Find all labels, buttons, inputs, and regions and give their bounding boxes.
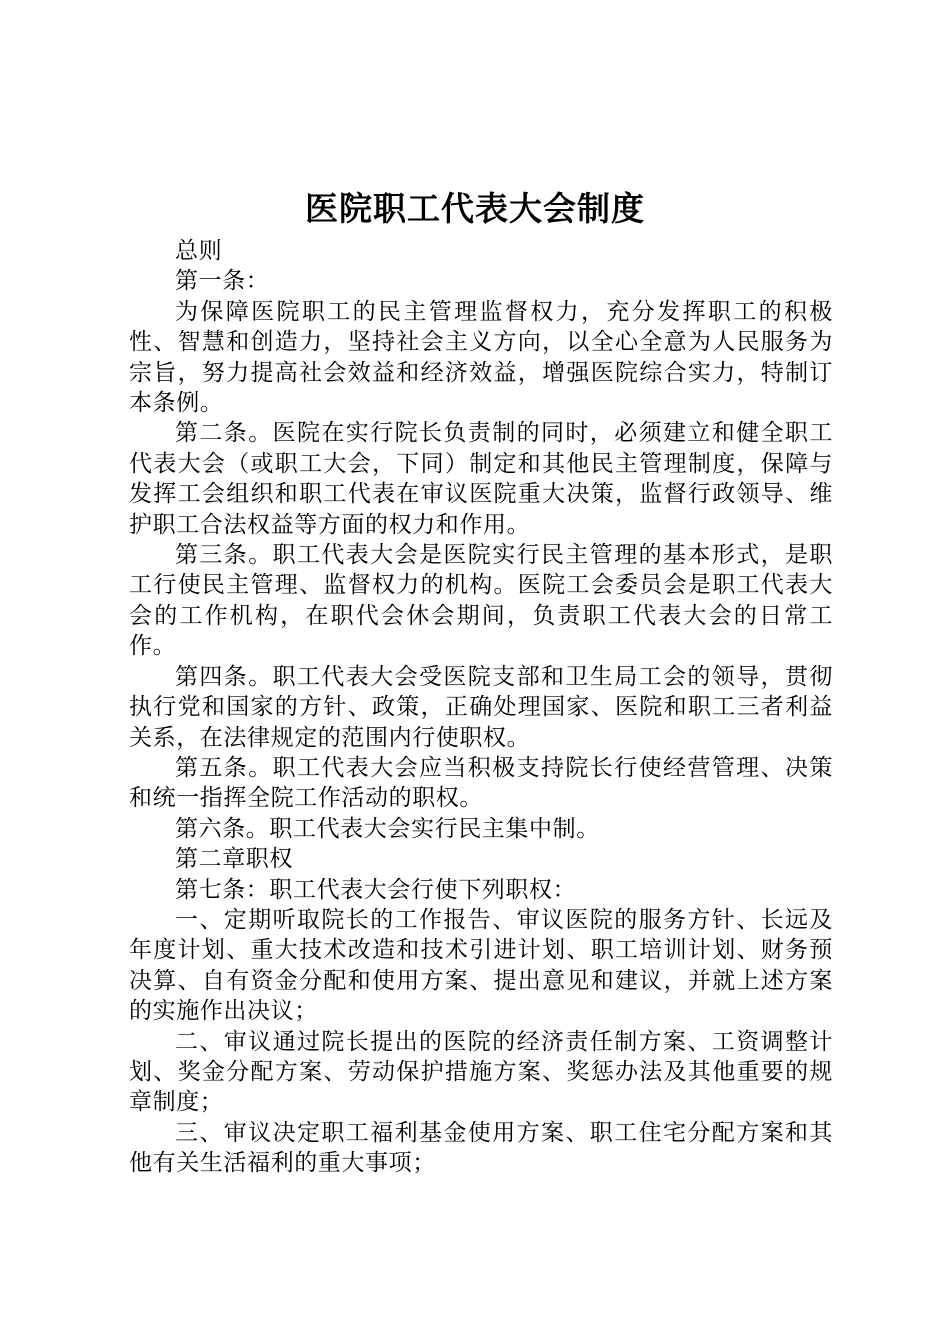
section-heading-general: 总则 (175, 238, 223, 264)
article-7-heading: 第七条：职工代表大会行使下列职权： (175, 876, 577, 903)
article-7-item-3: 三、审议决定职工福利基金使用方案、职工住宅分配方案和其他有关生活福利的重大事项； (129, 1119, 833, 1177)
article-3-text: 第三条。职工代表大会是医院实行民主管理的基本形式，是职工行使民主管理、监督权力的机构。医院工会委员会是职工代表大会的工作机构，在职代会休会期间，负责职工代表大会的日常工作。 (129, 542, 833, 660)
article-5-text: 第五条。职工代表大会应当积极支持院长行使经营管理、决策和统一指挥全院工作活动的职权。 (129, 754, 833, 812)
document-body (129, 236, 833, 1179)
article-7-item-2: 二、审议通过院长提出的医院的经济责任制方案、工资调整计划、奖金分配方案、劳动保护措施方案、奖惩办法及其他重要的规章制度； (129, 1028, 833, 1116)
document-title: 医院职工代表大会制度 (305, 189, 645, 228)
article-7-item-1: 一、定期听取院长的工作报告、审议医院的服务方针、长远及年度计划、重大技术改造和技术引进计划、职工培训计划、财务预决算、自有资金分配和使用方案、提出意见和建议，并就上述方案的实施作出决议； (129, 906, 833, 1025)
article-1-text: 为保障医院职工的民主管理监督权力，充分发挥职工的积极性、智慧和创造力，坚持社会主义方向，以全心全意为人民服务为宗旨，努力提高社会效益和经济效益，增强医院综合实力，特制订本条例。 (129, 298, 833, 417)
chapter-2-heading: 第二章职权 (175, 846, 293, 873)
article-2-text: 第二条。医院在实行院长负责制的同时，必须建立和健全职工代表大会（或职工大会，下同）制定和其他民主管理制度，保障与发挥工会组织和职工代表在审议医院重大决策，监督行政领导、维护职工合法权益等方面的权力和作用。 (129, 420, 833, 538)
article-6-text: 第六条。职工代表大会实行民主集中制。 (175, 815, 600, 842)
article-1-heading: 第一条： (175, 268, 270, 295)
article-4-text: 第四条。职工代表大会受医院支部和卫生局工会的领导，贯彻执行党和国家的方针、政策，正确处理国家、医院和职工三者利益关系，在法律规定的范围内行使职权。 (129, 663, 833, 751)
